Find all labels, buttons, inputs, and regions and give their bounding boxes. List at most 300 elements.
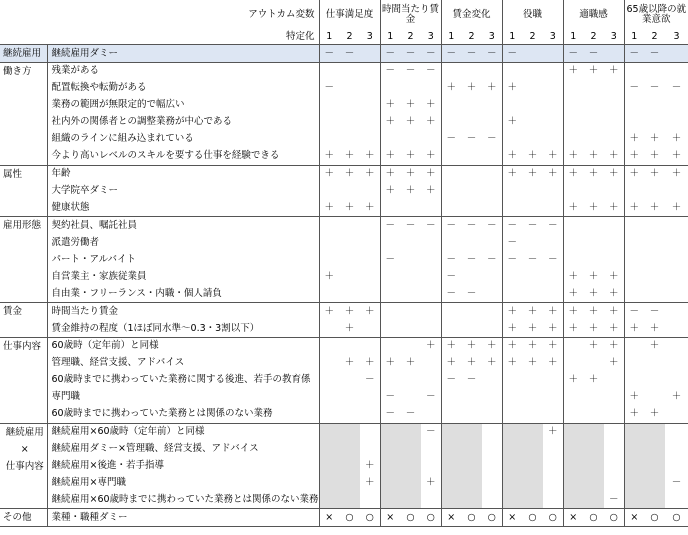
result-cell [360, 491, 380, 508]
result-cell: ＋ [522, 165, 543, 182]
result-cell [604, 372, 624, 389]
result-cell [522, 458, 543, 475]
result-cell: ＋ [405, 185, 416, 197]
outcome-variable-label: アウトカム変数 [248, 9, 315, 21]
spec-number: 1 [624, 30, 644, 45]
result-cell [665, 458, 688, 475]
result-cell: ○ [665, 509, 688, 527]
result-cell [421, 80, 441, 97]
result-cell: ＋ [502, 320, 522, 337]
table-row [0, 406, 688, 423]
result-cell [604, 131, 624, 148]
result-cell: ＋ [588, 201, 599, 213]
result-cell [400, 491, 421, 508]
outcome-work-intention-65: 65歳以降の就業意欲 [624, 0, 688, 30]
result-cell [644, 423, 665, 440]
table-row [0, 423, 688, 440]
table-row [0, 475, 688, 492]
spec-number: 3 [482, 30, 502, 45]
category-label: その他 [0, 509, 47, 527]
result-cell [380, 320, 400, 337]
result-cell [482, 63, 502, 80]
result-cell [665, 423, 688, 440]
result-cell: ○ [339, 509, 360, 527]
result-cell [461, 183, 482, 200]
result-cell [665, 320, 688, 337]
result-cell [522, 491, 543, 508]
result-cell: － [502, 45, 522, 63]
result-cell [380, 200, 400, 217]
result-cell [400, 303, 421, 320]
result-cell [319, 475, 339, 492]
result-cell: － [461, 217, 482, 234]
result-cell: － [380, 406, 400, 423]
result-cell [319, 406, 339, 423]
result-cell [563, 234, 583, 251]
spec-number: 2 [644, 30, 665, 45]
result-cell [665, 114, 688, 131]
result-cell [543, 45, 563, 63]
result-cell [604, 406, 624, 423]
result-cell: ＋ [624, 200, 644, 217]
result-cell: ＋ [502, 148, 522, 165]
category-label-line: × [20, 443, 29, 455]
result-cell: － [339, 45, 360, 63]
result-cell: ○ [461, 509, 482, 527]
result-cell: ○ [421, 509, 441, 527]
result-cell [319, 320, 339, 337]
result-cell: － [466, 374, 477, 386]
result-cell [665, 372, 688, 389]
result-cell: ＋ [502, 338, 522, 355]
result-cell [543, 131, 563, 148]
result-cell [665, 268, 688, 285]
result-cell [482, 491, 502, 508]
result-cell [441, 406, 461, 423]
result-cell [522, 475, 543, 492]
result-cell: ○ [583, 509, 604, 527]
result-cell [665, 97, 688, 114]
result-cell: ＋ [360, 303, 380, 320]
result-cell [339, 131, 360, 148]
result-cell [482, 234, 502, 251]
result-cell [482, 372, 502, 389]
result-cell: ＋ [487, 82, 497, 94]
result-cell [400, 131, 421, 148]
table-row [0, 165, 688, 182]
result-cell [543, 183, 563, 200]
result-cell: ＋ [421, 338, 441, 355]
result-cell [319, 355, 339, 372]
result-cell: － [502, 251, 522, 268]
result-cell: × [319, 509, 339, 527]
result-cell [543, 114, 563, 131]
variable-label: 健康状態 [51, 201, 90, 213]
spec-number: 1 [563, 30, 583, 45]
result-cell [522, 441, 543, 458]
result-cell: ＋ [588, 287, 599, 299]
result-cell: ＋ [649, 408, 660, 420]
result-cell: － [671, 476, 682, 488]
result-cell [461, 200, 482, 217]
result-cell: － [502, 217, 522, 234]
result-cell: － [487, 253, 497, 265]
result-cell: － [405, 408, 416, 420]
result-cell: ＋ [344, 150, 355, 162]
result-cell [360, 217, 380, 234]
result-cell [624, 423, 644, 440]
result-cell [522, 423, 543, 440]
table-row [0, 45, 688, 63]
result-cell [522, 372, 543, 389]
result-cell: ＋ [344, 322, 355, 334]
result-cell [522, 389, 543, 406]
result-cell [543, 458, 563, 475]
result-cell [624, 491, 644, 508]
result-cell [380, 372, 400, 389]
result-cell: ＋ [426, 116, 436, 128]
category-label [0, 423, 47, 509]
result-cell [360, 285, 380, 302]
result-cell [624, 217, 644, 234]
result-cell [360, 97, 380, 114]
result-cell [624, 234, 644, 251]
result-cell [583, 251, 604, 268]
result-cell [380, 338, 400, 355]
result-cell [482, 200, 502, 217]
variable-label: 継続雇用×専門職 [51, 476, 126, 488]
result-cell [421, 200, 441, 217]
result-cell [543, 475, 563, 492]
result-cell: ＋ [364, 150, 375, 162]
result-cell [482, 475, 502, 492]
variable-label: 業種・職種ダミー [47, 509, 319, 527]
result-cell [665, 406, 688, 423]
result-cell [624, 372, 644, 389]
result-cell [421, 355, 441, 372]
result-cell: － [400, 45, 421, 63]
result-cell [644, 372, 665, 389]
table-row [0, 355, 688, 372]
result-cell [502, 285, 522, 302]
result-cell: － [649, 82, 660, 94]
result-cell: ＋ [563, 63, 583, 80]
result-cell [400, 475, 421, 492]
variable-label: 業務の範囲が無限定的で幅広い [51, 99, 185, 111]
result-cell [319, 423, 339, 440]
result-cell: ＋ [364, 357, 375, 369]
result-cell: ＋ [502, 165, 522, 182]
category-label: 賃金 [0, 303, 47, 338]
result-cell [339, 63, 360, 80]
result-cell: ＋ [563, 320, 583, 337]
result-cell [502, 458, 522, 475]
result-cell [461, 303, 482, 320]
result-cell [604, 80, 624, 97]
result-cell: ＋ [405, 99, 416, 111]
variable-label: 自営業主・家族従業員 [51, 270, 147, 282]
result-cell [624, 268, 644, 285]
result-cell [543, 406, 563, 423]
spec-number: 2 [339, 30, 360, 45]
variable-label: 継続雇用ダミー×管理職、経営支援、アドバイス [51, 443, 259, 455]
result-cell: ＋ [671, 201, 682, 213]
variable-label: 残業がある [47, 63, 319, 80]
result-cell [583, 491, 604, 508]
result-cell [665, 45, 688, 63]
result-cell: － [380, 251, 400, 268]
result-cell: ＋ [671, 133, 682, 145]
result-cell [339, 183, 360, 200]
result-cell [441, 423, 461, 440]
result-cell [502, 200, 522, 217]
result-cell [644, 389, 665, 406]
result-cell [583, 423, 604, 440]
table-row [0, 372, 688, 389]
result-cell: ＋ [400, 165, 421, 182]
result-cell: － [380, 63, 400, 80]
result-cell [319, 63, 339, 80]
result-cell: ＋ [609, 150, 619, 162]
result-cell: － [644, 45, 665, 63]
result-cell [421, 234, 441, 251]
result-cell [339, 406, 360, 423]
result-cell: ＋ [604, 165, 624, 182]
result-cell: × [563, 509, 583, 527]
result-cell [441, 234, 461, 251]
spec-number: 2 [583, 30, 604, 45]
result-cell: ＋ [405, 357, 416, 369]
result-cell: ＋ [644, 338, 665, 355]
result-cell [624, 458, 644, 475]
result-cell: ＋ [319, 148, 339, 165]
result-cell [482, 97, 502, 114]
result-cell [482, 389, 502, 406]
result-cell [400, 320, 421, 337]
result-cell: ＋ [588, 270, 599, 282]
result-cell [400, 268, 421, 285]
result-cell [400, 458, 421, 475]
result-cell: ＋ [319, 165, 339, 182]
result-cell [380, 234, 400, 251]
result-cell: － [671, 82, 682, 94]
result-cell [441, 491, 461, 508]
result-cell [644, 458, 665, 475]
result-cell: ＋ [364, 460, 375, 472]
result-cell [624, 475, 644, 492]
result-cell [624, 251, 644, 268]
variable-label: 継続雇用×60歳時（定年前）と同様 [47, 423, 319, 440]
variable-label: 派遣労働者 [51, 236, 100, 248]
result-cell [339, 458, 360, 475]
result-cell: ＋ [609, 287, 619, 299]
result-cell [482, 406, 502, 423]
result-cell: ＋ [671, 391, 682, 403]
result-cell [400, 251, 421, 268]
result-cell: ＋ [527, 150, 538, 162]
result-cell: ＋ [360, 165, 380, 182]
result-cell [644, 63, 665, 80]
result-cell [482, 114, 502, 131]
result-cell: ○ [644, 509, 665, 527]
result-cell: － [380, 217, 400, 234]
result-cell: － [421, 217, 441, 234]
result-cell: ＋ [380, 114, 400, 131]
result-cell: ＋ [502, 303, 522, 320]
result-cell [319, 131, 339, 148]
spec-number: 1 [502, 30, 522, 45]
result-cell: ＋ [319, 200, 339, 217]
result-cell: － [644, 303, 665, 320]
result-cell [543, 285, 563, 302]
result-cell: ＋ [502, 355, 522, 372]
result-cell [421, 320, 441, 337]
result-cell [604, 475, 624, 492]
result-cell [441, 303, 461, 320]
result-cell: － [527, 253, 538, 265]
result-cell [482, 320, 502, 337]
result-cell: － [441, 372, 461, 389]
result-cell: ＋ [583, 338, 604, 355]
result-cell: ＋ [649, 133, 660, 145]
result-cell [665, 285, 688, 302]
result-cell [421, 372, 441, 389]
spec-number: 3 [421, 30, 441, 45]
result-cell: ＋ [624, 148, 644, 165]
category-label: 継続雇用 [0, 45, 47, 63]
result-cell [441, 183, 461, 200]
result-cell: － [400, 217, 421, 234]
variable-label: 自由業・フリーランス・内職・個人請負 [51, 287, 222, 299]
result-cell [644, 285, 665, 302]
result-cell [583, 131, 604, 148]
result-cell: ＋ [380, 165, 400, 182]
result-cell [360, 251, 380, 268]
result-cell [482, 441, 502, 458]
result-cell: ＋ [441, 338, 461, 355]
result-cell [583, 234, 604, 251]
result-cell [441, 389, 461, 406]
result-cell [543, 200, 563, 217]
spec-number: 3 [604, 30, 624, 45]
result-cell [441, 200, 461, 217]
result-cell: ＋ [563, 285, 583, 302]
result-cell [339, 372, 360, 389]
result-cell: － [364, 374, 375, 386]
result-cell [644, 475, 665, 492]
result-cell [563, 183, 583, 200]
result-cell [644, 251, 665, 268]
result-cell [400, 80, 421, 97]
result-cell [421, 441, 441, 458]
result-cell: － [466, 133, 477, 145]
result-cell [400, 338, 421, 355]
spec-number: 3 [360, 30, 380, 45]
result-cell [624, 285, 644, 302]
result-cell: ＋ [543, 423, 563, 440]
result-cell: ＋ [609, 270, 619, 282]
result-cell [360, 234, 380, 251]
result-cell [360, 423, 380, 440]
result-cell [604, 183, 624, 200]
result-cell [339, 491, 360, 508]
result-cell [644, 268, 665, 285]
result-cell [522, 268, 543, 285]
result-cell: － [441, 217, 461, 234]
result-cell [644, 114, 665, 131]
result-cell: ＋ [649, 201, 660, 213]
result-cell: ＋ [502, 114, 522, 131]
result-cell [563, 491, 583, 508]
result-cell [644, 491, 665, 508]
result-cell: － [482, 45, 502, 63]
result-cell [441, 165, 461, 182]
result-cell: ○ [543, 509, 563, 527]
result-cell [604, 423, 624, 440]
result-cell: ＋ [426, 476, 436, 488]
result-cell [339, 97, 360, 114]
result-cell [339, 423, 360, 440]
result-cell [400, 372, 421, 389]
variable-label: 今より高いレベルのスキルを要する仕事を経験できる [51, 150, 280, 162]
outcome-wage-change: 賃金変化 [441, 0, 502, 30]
result-cell [319, 338, 339, 355]
result-cell [400, 285, 421, 302]
result-cell: ＋ [426, 185, 436, 197]
result-cell [380, 285, 400, 302]
result-cell: ○ [400, 509, 421, 527]
result-cell: － [487, 133, 497, 145]
result-cell [360, 183, 380, 200]
result-cell [583, 441, 604, 458]
result-cell [421, 406, 441, 423]
result-cell [665, 338, 688, 355]
result-cell [461, 234, 482, 251]
result-cell: ＋ [563, 372, 583, 389]
result-cell: － [400, 63, 421, 80]
result-cell [400, 389, 421, 406]
result-cell: ＋ [502, 80, 522, 97]
result-cell: － [441, 45, 461, 63]
result-cell: ＋ [671, 150, 682, 162]
result-cell: ＋ [548, 322, 558, 334]
result-cell: ＋ [624, 406, 644, 423]
result-cell: ＋ [583, 165, 604, 182]
result-cell: ＋ [441, 80, 461, 97]
result-cell [380, 441, 400, 458]
result-cell [502, 268, 522, 285]
result-cell [665, 234, 688, 251]
variable-label: 契約社員、嘱託社員 [47, 217, 319, 234]
result-cell: ＋ [522, 338, 543, 355]
table-row [0, 217, 688, 234]
result-cell: － [426, 391, 436, 403]
result-cell [665, 355, 688, 372]
category-label: 仕事内容 [0, 338, 47, 424]
result-cell [339, 268, 360, 285]
result-cell [441, 441, 461, 458]
variable-label: 時間当たり賃金 [47, 303, 319, 320]
result-cell [563, 355, 583, 372]
result-cell: ＋ [380, 355, 400, 372]
table-row [0, 234, 688, 251]
result-cell [461, 389, 482, 406]
result-cell [522, 80, 543, 97]
result-cell [583, 355, 604, 372]
result-cell: ＋ [380, 183, 400, 200]
result-cell: － [522, 217, 543, 234]
result-cell [563, 338, 583, 355]
